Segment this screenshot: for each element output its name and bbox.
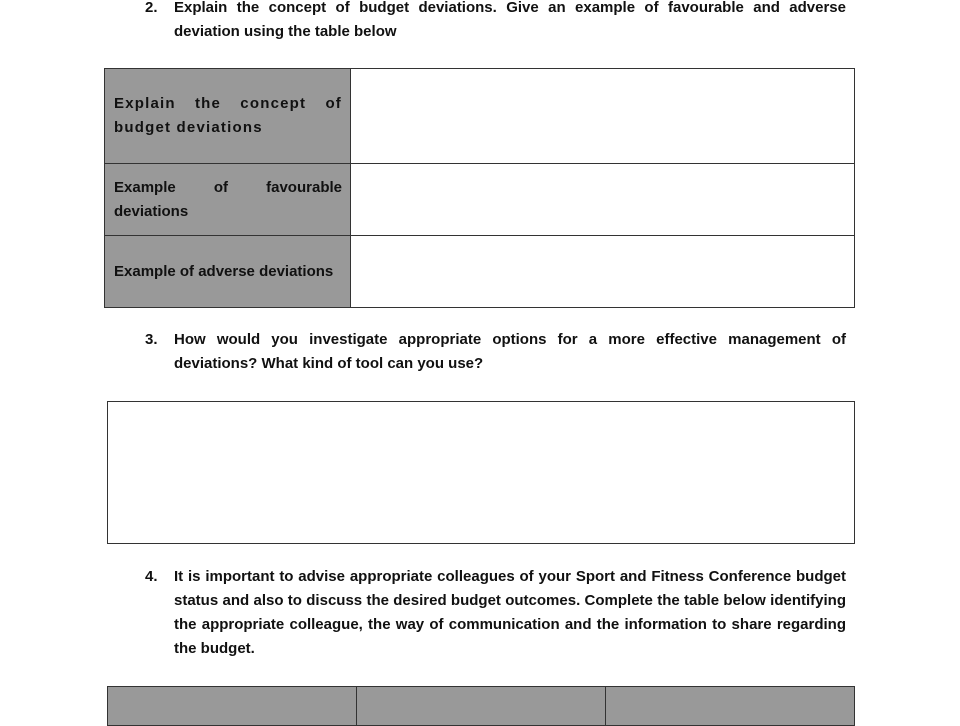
question-2 (145, 0, 846, 44)
budget-deviations-table (104, 68, 855, 308)
question-3-text: How would you investigate appropriate options for a more effective management of deviations? What kind of tool can you use? (174, 331, 846, 372)
answer-cell-adverse[interactable] (351, 236, 855, 308)
question-3-answer-box[interactable] (107, 401, 855, 544)
header-cell (357, 687, 606, 726)
header-cell (108, 687, 357, 726)
question-2-number: 2. (145, 0, 158, 16)
question-2-text: Explain the concept of budget deviations. Give an example of favourable and adverse deviation using the table below (174, 0, 846, 40)
question-3-number: 3. (145, 331, 158, 348)
row-label-adverse: Example of adverse deviations (105, 236, 351, 308)
table-row (105, 69, 855, 164)
table-row (105, 164, 855, 236)
question-3 (145, 328, 846, 376)
table-row (105, 236, 855, 308)
table-header-row (108, 687, 855, 726)
answer-cell-concept[interactable] (351, 69, 855, 164)
row-label-favourable: Example of favourable deviations (105, 164, 351, 236)
question-4-text: It is important to advise appropriate colleagues of your Sport and Fitness Conference budget status and also to discuss the desired budget outcomes. Complete the table below identifying the appropriate colleague, the way of communication and the information to share regarding the budget. (174, 568, 846, 657)
colleague-communication-table (107, 686, 855, 726)
answer-cell-favourable[interactable] (351, 164, 855, 236)
question-4 (145, 565, 846, 661)
row-label-concept: Explain the concept of budget deviations (105, 69, 351, 164)
header-cell (606, 687, 855, 726)
question-4-number: 4. (145, 568, 158, 585)
